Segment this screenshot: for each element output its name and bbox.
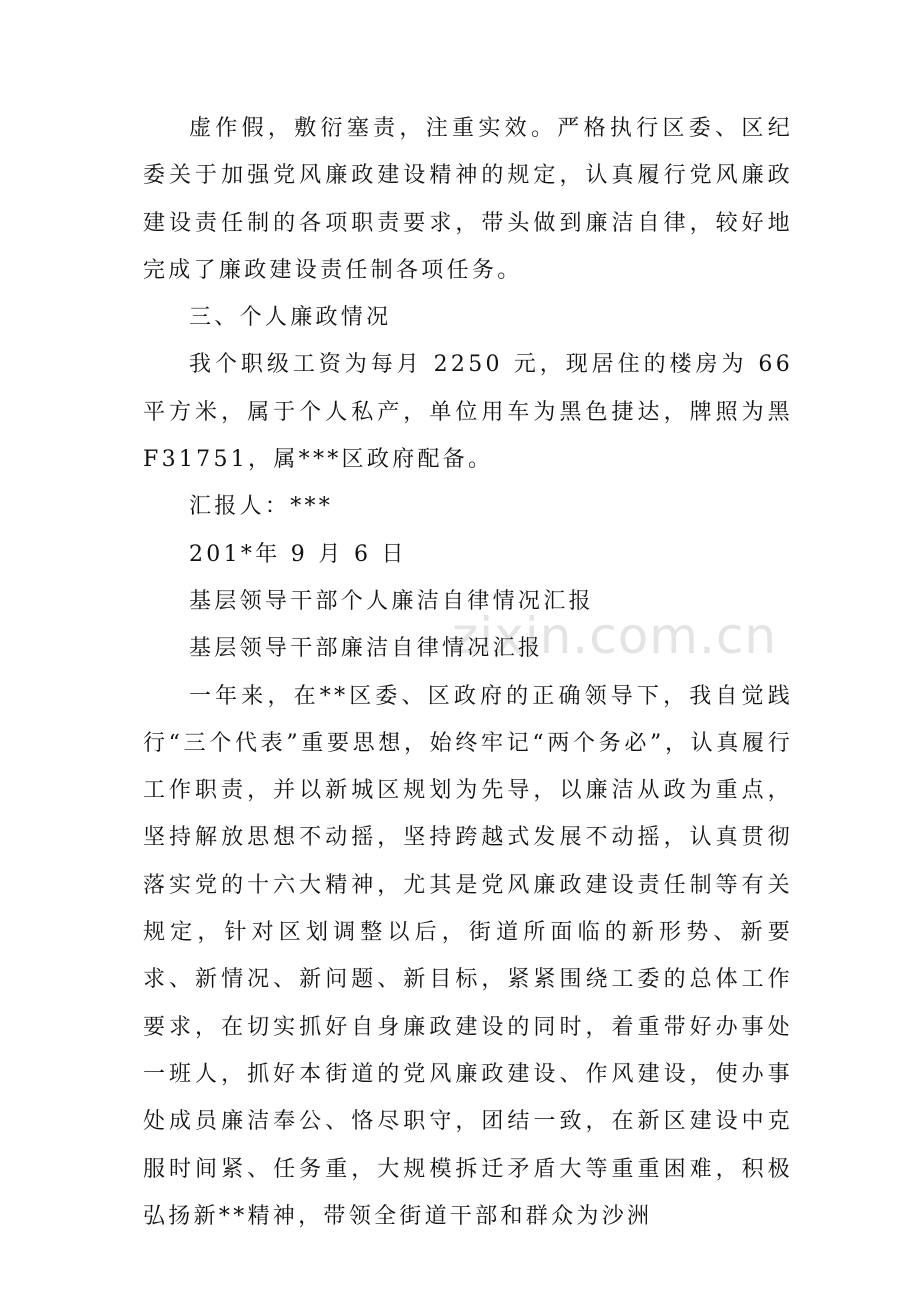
date-line: 201*年 9 月 6 日	[189, 541, 407, 567]
document-title: 基层领导干部个人廉洁自律情况汇报	[189, 588, 594, 614]
paragraph-main: 一年来，在**区委、区政府的正确领导下，我自觉践行“三个代表”重要思想，始终牢记“两个务必”，认真履行工作职责，并以新城区规划为先导，以廉洁从政为重点，坚持解放思想不动摇，坚持跨越式发展不动摇，认真贯彻落实党的十六大精神，尤其是党风廉政建设责任制等有关规定，针对区划调整以后，街道所面临的新形势、新要求、新情况、新问题、新目标，紧紧围绕工委的总体工作要求，在切实抓好自身廉政建设的同时，着重带好办事处一班人，抓好本街道的党风廉政建设、作风建设，使办事处成员廉洁奉公、恪尽职守，团结一致，在新区建设中克服时间紧、任务重，大规模拆迁矛盾大等重重困难，积极弘扬新**精神，带领全街道干部和群众为沙洲	[143, 683, 793, 1229]
watermark: zixin.com.cn	[452, 607, 778, 665]
paragraph-income: 我个职级工资为每月 2250 元，现居住的楼房为 66 平方米，属于个人私产，单位用车为黑色捷达，牌照为黑 F31751，属***区政府配备。	[143, 352, 793, 473]
section-heading: 三、个人廉政情况	[189, 305, 392, 331]
document-body	[143, 105, 793, 1240]
document-subtitle: 基层领导干部廉洁自律情况汇报	[189, 636, 544, 662]
paragraph-continuation: 虚作假，敷衍塞责，注重实效。严格执行区委、区纪委关于加强党风廉政建设精神的规定，认真履行党风廉政建设责任制的各项职责要求，带头做到廉洁自律，较好地完成了廉政建设责任制各项任务。	[143, 116, 793, 283]
reporter-line: 汇报人：***	[189, 494, 334, 520]
